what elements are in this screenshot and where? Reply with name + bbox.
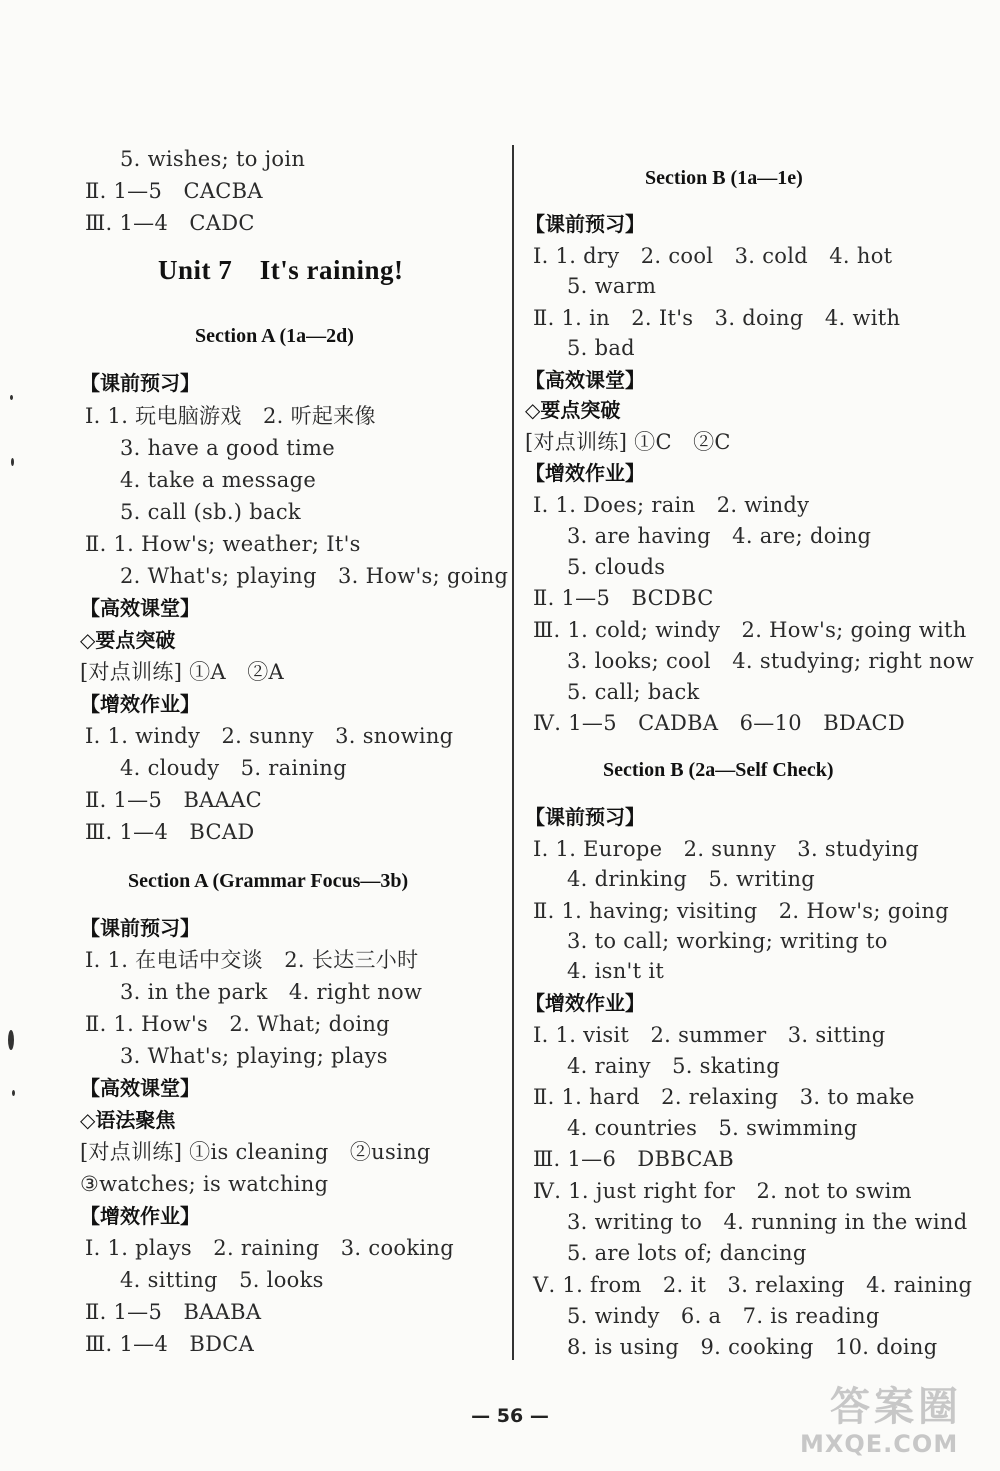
answer-line: 3. have a good time — [120, 436, 335, 460]
heading-homework: 【增效作业】 — [525, 461, 645, 485]
answer-line: 5. windy 6. a 7. is reading — [567, 1304, 880, 1328]
scan-speck — [10, 395, 13, 400]
answer-line: 8. is using 9. cooking 10. doing — [567, 1335, 938, 1359]
watermark-logo-text: 答案圈 — [830, 1384, 962, 1430]
answer-line: Ⅰ. 1. windy 2. sunny 3. snowing — [85, 724, 454, 748]
answer-line: Ⅲ. 1—4 BCAD — [85, 820, 255, 844]
scan-speck — [11, 458, 14, 466]
answer-line: Ⅰ. 1. 玩电脑游戏 2. 听起来像 — [85, 404, 376, 428]
heading-preview: 【课前预习】 — [80, 916, 200, 940]
heading-preview: 【课前预习】 — [525, 805, 645, 829]
column-divider — [512, 145, 514, 1360]
page-number: — 56 — — [471, 1405, 549, 1427]
answer-line: Ⅰ. 1. 在电话中交谈 2. 长达三小时 — [85, 948, 419, 972]
answer-line: Ⅱ. 1. having; visiting 2. How's; going — [533, 899, 949, 923]
heading-keypoints: ◇要点突破 — [525, 398, 621, 422]
answer-line: 5. call; back — [567, 680, 700, 704]
answer-line: Ⅳ. 1—5 CADBA 6—10 BDACD — [533, 711, 906, 735]
answer-line: 4. cloudy 5. raining — [120, 756, 347, 780]
answer-line: Ⅰ. 1. plays 2. raining 3. cooking — [85, 1236, 454, 1260]
answer-line: ③watches; is watching — [80, 1172, 329, 1196]
section-title: Section A (1a—2d) — [195, 325, 354, 347]
answer-line: Ⅱ. 1. How's; weather; It's — [85, 532, 361, 556]
answer-line: 4. take a message — [120, 468, 317, 492]
heading-preview: 【课前预习】 — [80, 371, 200, 395]
answer-line: Ⅲ. 1—4 BDCA — [85, 1332, 255, 1356]
answer-line: Ⅱ. 1—5 BAABA — [85, 1300, 262, 1324]
right-column — [515, 0, 1000, 1400]
heading-preview: 【课前预习】 — [525, 212, 645, 236]
answer-line: 4. countries 5. swimming — [567, 1116, 858, 1140]
answer-line: Ⅲ. 1. cold; windy 2. How's; going with — [533, 618, 967, 642]
watermark-url: MXQE.COM — [800, 1430, 959, 1458]
answer-line: Ⅱ. 1. How's 2. What; doing — [85, 1012, 390, 1036]
answer-line: Ⅳ. 1. just right for 2. not to swim — [533, 1179, 912, 1203]
answer-line: Ⅱ. 1. hard 2. relaxing 3. to make — [533, 1085, 915, 1109]
answer-line: 3. looks; cool 4. studying; right now — [567, 649, 975, 673]
heading-homework: 【增效作业】 — [80, 1204, 200, 1228]
answer-line: 3. to call; working; writing to — [567, 929, 888, 953]
answer-line: [对点训练] ①is cleaning ②using — [80, 1140, 431, 1164]
left-column — [0, 0, 509, 1400]
answer-line: Ⅲ. 1—6 DBBCAB — [533, 1147, 734, 1171]
answer-line: 4. isn't it — [567, 959, 665, 983]
answer-line: [对点训练] ①C ②C — [525, 430, 731, 454]
answer-line: 5. warm — [567, 274, 657, 298]
answer-line: Ⅰ. 1. dry 2. cool 3. cold 4. hot — [533, 244, 893, 268]
answer-line: Ⅰ. 1. Does; rain 2. windy — [533, 493, 810, 517]
answer-line: 3. in the park 4. right now — [120, 980, 423, 1004]
scan-speck — [12, 1090, 15, 1096]
heading-classroom: 【高效课堂】 — [80, 1076, 200, 1100]
answer-line: Ⅱ. 1—5 CACBA — [85, 179, 263, 203]
section-title: Section B (2a—Self Check) — [603, 759, 834, 781]
answer-line: 5. are lots of; dancing — [567, 1241, 807, 1265]
unit-title: Unit 7 It's raining! — [158, 255, 404, 285]
answer-line: 5. clouds — [567, 555, 666, 579]
answer-line: 3. writing to 4. running in the wind — [567, 1210, 968, 1234]
answer-line: Ⅲ. 1—4 CADC — [85, 211, 255, 235]
answer-line: Ⅱ. 1. in 2. It's 3. doing 4. with — [533, 306, 901, 330]
heading-grammar: ◇语法聚焦 — [80, 1108, 176, 1132]
answer-line: 5. wishes; to join — [120, 147, 306, 171]
answer-line: [对点训练] ①A ②A — [80, 660, 284, 684]
answer-line: Ⅴ. 1. from 2. it 3. relaxing 4. raining — [533, 1273, 973, 1297]
answer-line: 4. drinking 5. writing — [567, 867, 816, 891]
answer-line: 2. What's; playing 3. How's; going — [120, 564, 509, 588]
section-title: Section A (Grammar Focus—3b) — [128, 870, 409, 892]
section-title: Section B (1a—1e) — [645, 167, 803, 189]
heading-classroom: 【高效课堂】 — [525, 368, 645, 392]
answer-line: Ⅱ. 1—5 BCDBC — [533, 586, 714, 610]
answer-line: Ⅱ. 1—5 BAAAC — [85, 788, 262, 812]
scan-speck — [8, 1030, 14, 1050]
answer-line: Ⅰ. 1. Europe 2. sunny 3. studying — [533, 837, 920, 861]
watermark — [790, 1375, 995, 1465]
heading-classroom: 【高效课堂】 — [80, 596, 200, 620]
answer-line: 4. rainy 5. skating — [567, 1054, 780, 1078]
answer-line: 3. are having 4. are; doing — [567, 524, 872, 548]
heading-keypoints: ◇要点突破 — [80, 628, 176, 652]
answer-line: 4. sitting 5. looks — [120, 1268, 324, 1292]
heading-homework: 【增效作业】 — [80, 692, 200, 716]
answer-line: 3. What's; playing; plays — [120, 1044, 388, 1068]
answer-line: Ⅰ. 1. visit 2. summer 3. sitting — [533, 1023, 886, 1047]
heading-homework: 【增效作业】 — [525, 991, 645, 1015]
answer-line: 5. call (sb.) back — [120, 500, 301, 524]
answer-line: 5. bad — [567, 336, 635, 360]
